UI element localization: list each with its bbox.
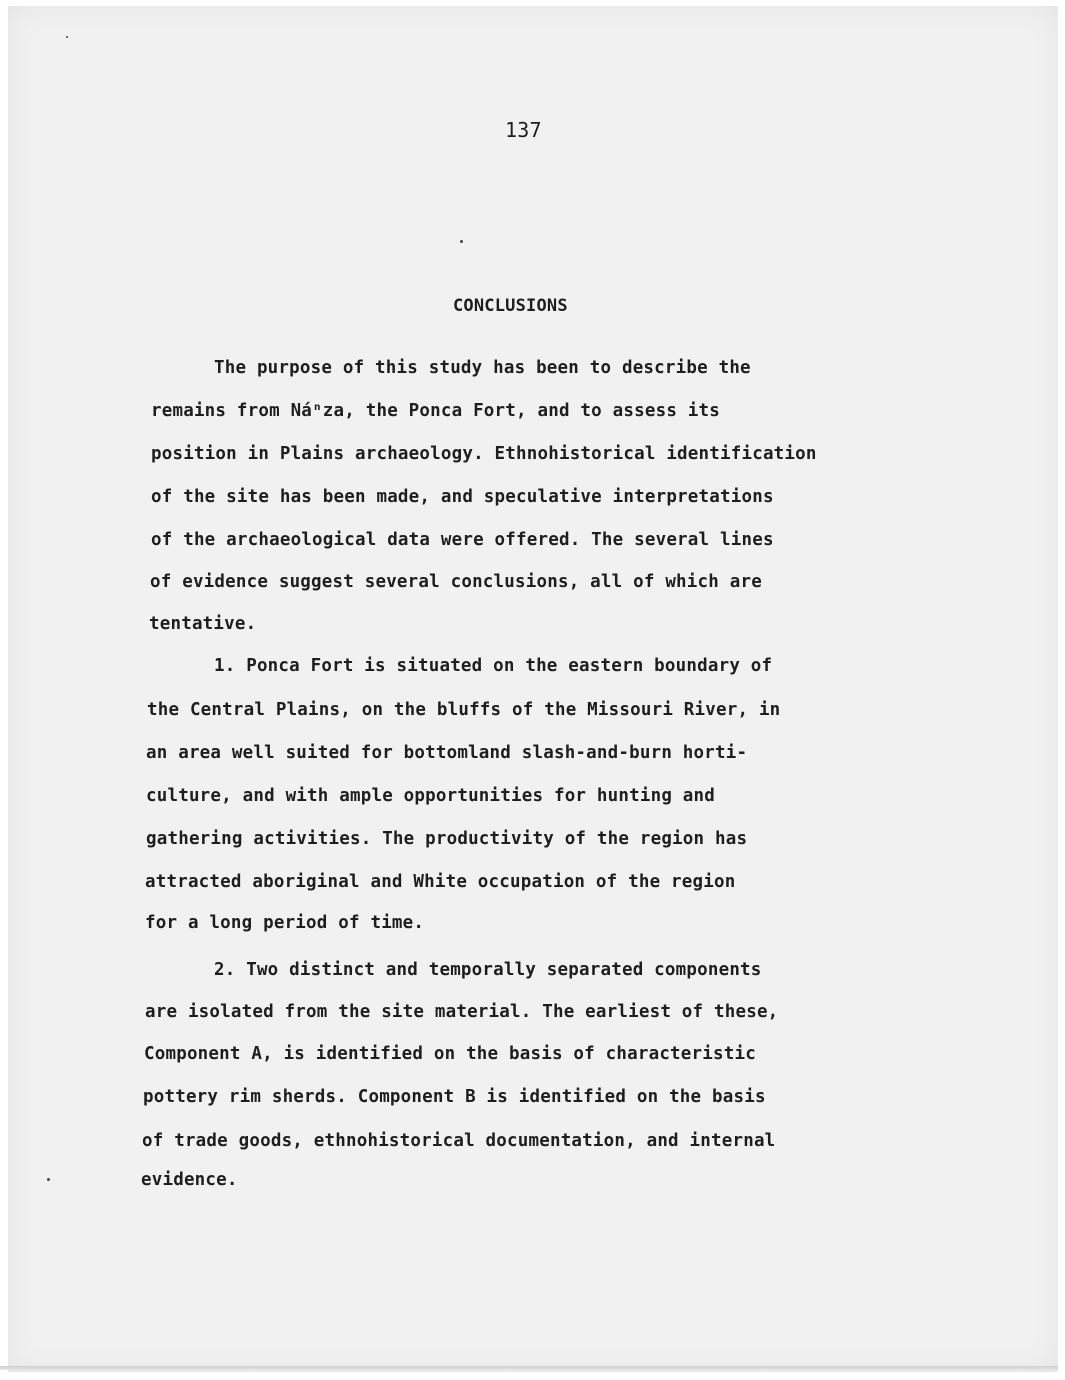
paragraph-3-line-5: of trade goods, ethnohistorical documentation, and internal xyxy=(142,1131,776,1151)
page-number: 137 xyxy=(505,118,542,142)
paragraph-3-line-3: Component A, is identified on the basis of characteristic xyxy=(144,1044,756,1064)
paragraph-1-line-1: The purpose of this study has been to describe the xyxy=(214,358,751,378)
paragraph-1-line-2: remains from Náⁿza, the Ponca Fort, and to assess its xyxy=(151,401,721,421)
paragraph-1-line-7: tentative. xyxy=(149,614,257,634)
paragraph-3-line-6: evidence. xyxy=(141,1170,238,1190)
paragraph-2-line-5: gathering activities. The productivity of the region has xyxy=(146,829,748,849)
paragraph-2-line-1: 1. Ponca Fort is situated on the eastern boundary of xyxy=(214,656,773,676)
page-bottom-edge xyxy=(0,1366,1058,1370)
paragraph-3-line-2: are isolated from the site material. The earliest of these, xyxy=(145,1002,779,1022)
section-heading: CONCLUSIONS xyxy=(453,296,568,316)
paragraph-2-line-4: culture, and with ample opportunities for hunting and xyxy=(146,786,716,806)
paragraph-2-line-7: for a long period of time. xyxy=(145,913,425,933)
ink-speck xyxy=(66,36,68,38)
paragraph-2-line-3: an area well suited for bottomland slash-and-burn horti- xyxy=(146,743,748,763)
paragraph-2-line-6: attracted aboriginal and White occupation of the region xyxy=(145,872,736,892)
paragraph-3-line-1: 2. Two distinct and temporally separated components xyxy=(214,960,762,980)
paragraph-3-line-4: pottery rim sherds. Component B is identified on the basis xyxy=(143,1087,766,1107)
paragraph-2-line-2: the Central Plains, on the bluffs of the Missouri River, in xyxy=(147,700,781,720)
paragraph-1-line-5: of the archaeological data were offered. The several lines xyxy=(151,530,774,550)
paragraph-1-line-3: position in Plains archaeology. Ethnohistorical identification xyxy=(151,444,817,464)
paragraph-1-line-4: of the site has been made, and speculative interpretations xyxy=(151,487,774,507)
ink-speck xyxy=(47,1178,50,1181)
paragraph-1-line-6: of evidence suggest several conclusions, all of which are xyxy=(150,572,762,592)
ink-speck xyxy=(460,240,463,243)
document-page xyxy=(8,6,1058,1372)
